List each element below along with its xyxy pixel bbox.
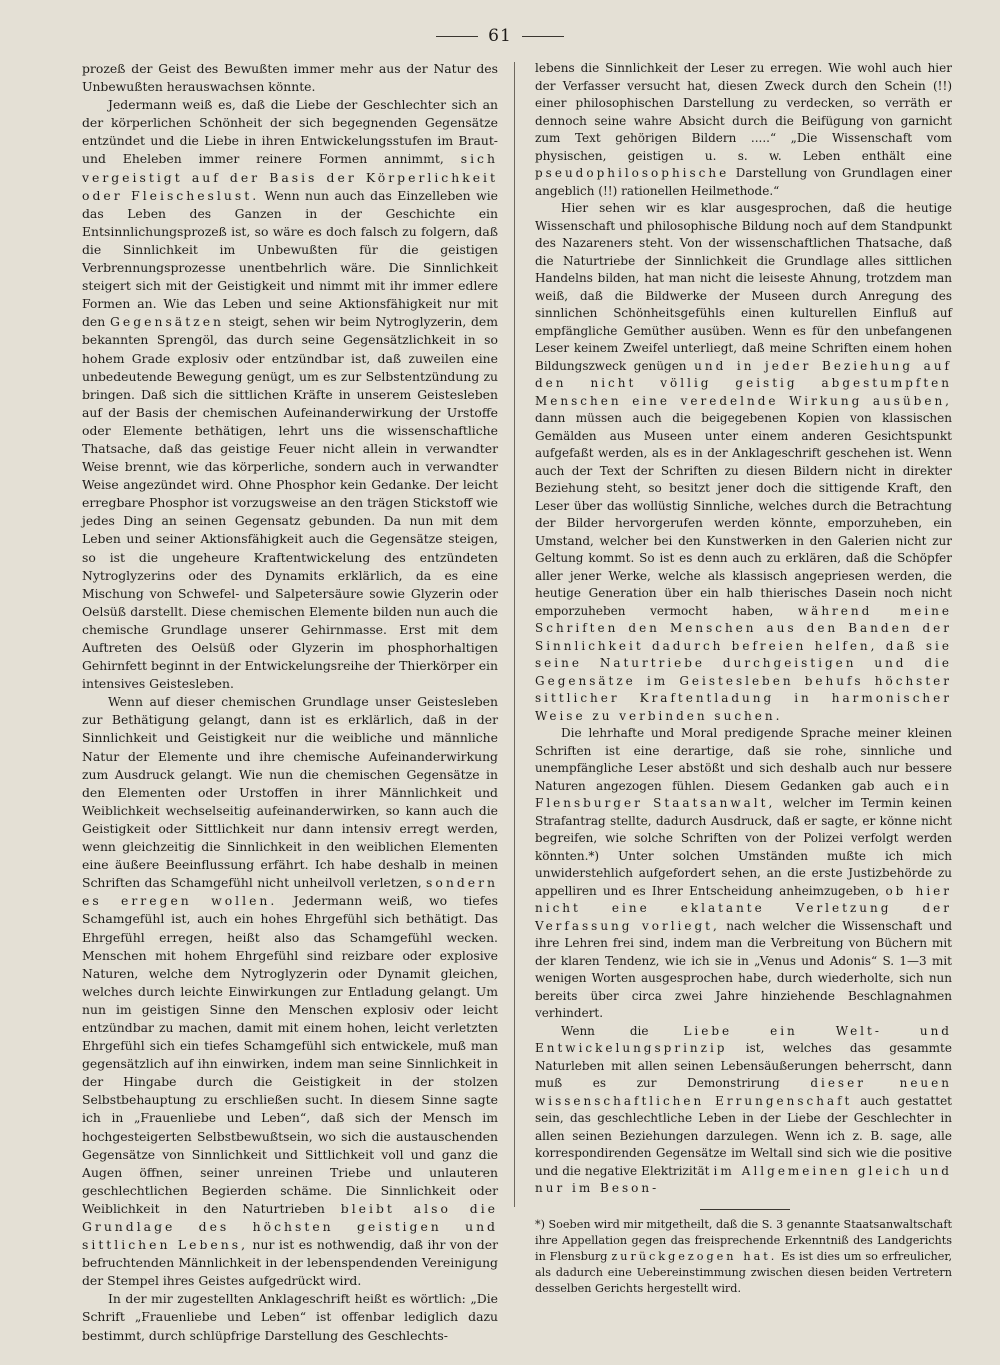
spaced-emphasis: dieser neuen wissenschaftlichen Errungenschaft [535, 1076, 952, 1108]
text-run: Wenn die [561, 1023, 649, 1038]
spaced-emphasis: pseudophilosophische [535, 166, 730, 180]
page-number-rule-right [522, 36, 564, 37]
spaced-emphasis: ob hier nicht eine eklatante Verletzung der Verfassung vorliegt, [535, 883, 952, 933]
paragraph [535, 60, 952, 200]
spaced-emphasis: während meine Schriften den Menschen aus den Banden der Sinnlichkeit dadurch befreien helfen, daß sie seine Naturtriebe durchgeistigen und die Gegensätze im Geistesleben behufs höchster sittlicher Kraftentladung in harmonischer Weise zu verbinden suchen. [535, 603, 952, 723]
page-number-rule-left [436, 36, 478, 37]
text-run: Darstellung von Grundlagen einer angeblich (!!) rationellen Heilmethode.“ [535, 166, 952, 198]
text-run: Wenn nun auch das Einzelleben wie das Leben des Ganzen in der Geschichte ein Entsinnlichungsprozeß ist, so wäre es doch falsch zu folgern, daß die Sinnlichkeit im Unbewußten für die geistigen Verbrennungsprozesse unentbehrlich wäre. Die Sinnlichkeit steigert sich mit der Geistigkeit und nimmt mit ihr immer edlere Formen an. Wie das Leben und seine Aktionsfähigkeit nur mit den [82, 187, 498, 330]
footnote-rule [700, 1209, 790, 1210]
text-run: nach welcher die Wissenschaft und ihre Lehren frei sind, indem man die Verbreitung von Büchern mit der klaren Tendenz, wie ich sie in „Venus und Adonis“ S. 1—3 mit wenigen Worten ausgesprochen habe, durch wiederholte, sich nun bereits über circa zwei Jahre hinziehende Beschlagnahmen verhindert. [535, 918, 952, 1020]
text-run: Jedermann weiß, wo tiefes Schamgefühl ist, auch ein hohes Ehrgefühl sich bethätigt. Das Ehrgefühl erregen, heißt also das Schamgefühl wecken. Menschen mit hohem Ehrgefühl sind reizbare oder explosive Naturen, welche dem Nytroglyzerin oder Dynamit gleichen, welches durch leichte Einwirkungen zur Entladung gelangt. Um nun im geistigen Sinne den Menschen explosiv oder leicht entzündbar zu machen, damit mit einem hohen, leicht verletzten Ehrgefühl sich ein tiefes Schamgefühl sich entwickele, muß man gegensätzlich auf ihn einwirken, indem man seine Sinnlichkeit in der Hingabe durch die Geistigkeit in der stolzen Selbstbehauptung zu erschließen sucht. In diesem Sinne sagte ich in „Frauenliebe und Leben“, daß sich der Mensch im hochgesteigerten Selbstbewußtsein, wo sich die austauschenden Gegensätze von Sinnlichkeit und Sittlichkeit voll und ganz die Augen öffnen, seiner unreinen Triebe und unlauteren geschlechtlichen Begierden schäme. Die Sinnlichkeit oder Weiblichkeit in den Naturtrieben [82, 893, 498, 1216]
text-run: steigt, sehen wir beim Nytroglyzerin, dem bekannten Sprengöl, das durch seine Gegensätzlichkeit in so hohem Grade explosiv oder entzündbar ist, daß zuweilen eine unbedeutende Bewegung genügt, um es zur Selbstentzündung zu bringen. Daß sich die sittlichen Kräfte in unserem Geistesleben auf der Basis der chemischen Aufeinanderwirkung der Urstoffe oder Elemente bethätigen, lehrt uns die wissenschaftliche Thatsache, daß das geistige Feuer nicht allein in verwandter Weise brennt, wie das körperliche, sondern auch in verwandter Weise angezündet wird. Ohne Phosphor kein Gedanke. Der leicht erregbare Phosphor ist vorzugsweise an den trägen Stickstoff wie jedes Ding an seinen Gegensatz gebunden. Da nun mit dem Leben und seiner Aktionsfähigkeit auch die Gegensätze steigen, so ist die ungeheure Kraftentwickelung des entzündeten Nytroglyzerins oder des Dynamits erklärlich, da es eine Mischung von Schwefel- und Salpetersäure sowie Glyzerin oder Oelsüß darstellt. Diese chemischen Elemente bilden nun auch die chemische Grundlage unserer Gehirnmasse. Erst mit dem Auftreten des Oelsüß oder Glyzerin im phosphorhaltigen Gehirnfett beginnt in der Entwickelungsreihe der Thierkörper ein intensives Geistesleben. [82, 314, 498, 692]
text-run: Die lehrhafte und Moral predigende Sprache meiner kleinen Schriften ist eine derartige, daß sie rohe, sinnliche und unempfängliche Leser abstößt und sich deshalb auch nur bessere Naturen angezogen fühlen. Diesem Gedanken gab auch [535, 726, 952, 793]
paragraph [535, 200, 952, 725]
spaced-emphasis: zurückgezogen hat. [611, 1250, 778, 1263]
footnote [535, 1217, 952, 1297]
spaced-emphasis: Gegensätzen [109, 314, 225, 330]
left-column [82, 60, 498, 1345]
page-number [0, 26, 1000, 46]
text-run: ist, welches das gesammte Naturleben mit allen seinen Lebensäußerungen beherrscht, dann muß es zur Demonstrirung [535, 1041, 952, 1090]
text-run: Jedermann weiß es, daß die Liebe der Geschlechter sich an der körperlichen Schönheit der sich begegnenden Gegensätze entzündet und die Liebe in ihren Entwickelungsstufen im Braut- und Eheleben immer reinere Formen annimmt, [82, 97, 498, 167]
spaced-emphasis: sich vergeistigt auf der Basis der Körperlichkeit oder Fleischeslust. [82, 151, 498, 203]
text-run: Hier sehen wir es klar ausgesprochen, daß die heutige Wissenschaft und philosophische Bildung noch auf dem Standpunkt des Nazareners steht. Von der wissenschaftlichen Thatsache, daß die Naturtriebe der Sinnlichkeit die Grundlage alles sittlichen Handelns bilden, hat man nicht die leiseste Ahnung, trotzdem man weiß, daß die Bildwerke der Museen durch Anregung des sinnlichen Schönheitsgefühls einen kulturellen Einfluß auf empfängliche Gemüther ausüben. Wenn es für den unbefangenen Leser keinem Zweifel unterliegt, daß meine Schriften einem hohen Bildungszweck genügen [535, 201, 952, 373]
paragraph [82, 96, 498, 693]
paragraph [535, 725, 952, 1023]
text-run: Es ist dies um so erfreulicher, als dadurch eine Uebereinstimmung zwischen diesen beiden Vertretern desselben Gerichts hergestellt wird. [535, 1250, 952, 1295]
text-run: auch gestattet sein, das geschlechtliche Leben in der Liebe der Geschlechter in allen seinen Beziehungen darzulegen. Wenn ich z. B. sage, alle korrespondirenden Gegensätze im Weltall sind sich wie die positive und die negative Elektrizität [535, 1093, 952, 1178]
paragraph: In der mir zugestellten Anklageschrift heißt es wörtlich: „Die Schrift „Frauenliebe und Leben“ ist offenbar lediglich dazu bestimmt, durch schlüpfrige Darstellung des Geschlechts- [82, 1291, 498, 1343]
text-run: Wenn auf dieser chemischen Grundlage unser Geistesleben zur Bethätigung gelangt, dann ist es erklärlich, daß in der Sinnlichkeit und Geistigkeit nur die weibliche und männliche Natur der Elemente und ihre chemische Aufeinanderwirkung zum Ausdruck gelangt. Wie nun die chemischen Gegensätze in den Elementen oder Urstoffen in ihrer Männlichkeit und Weiblichkeit wechselseitig aufeinanderwirken, so kann auch die Geistigkeit oder Sittlichkeit nur dann intensiv erregt werden, wenn gleichzeitig die Sinnlichkeit in den weiblichen Elementen eine äußere Beeinflussung erfährt. Ich habe deshalb in meinen Schriften das Schamgefühl nicht unheilvoll verletzen, [82, 694, 498, 891]
spaced-emphasis: und in jeder Beziehung auf den nicht völlig geistig abgestumpften Menschen eine veredelnde Wirkung ausüben, [535, 358, 952, 408]
spaced-emphasis: bleibt also die Grundlage des höchsten geistigen und sittlichen Lebens, [82, 1200, 498, 1253]
text-run: lebens die Sinnlichkeit der Leser zu erregen. Wie wohl auch hier der Verfasser versucht hat, diesen Zweck durch den Schein (!!) einer philosophischen Darstellung zu verdecken, so verräth er dennoch seine wahre Absicht durch die Beifügung von garnicht zum Text gehörigen Bildern .....“ „Die Wissenschaft vom physischen, geistigen u. s. w. Leben enthält eine [535, 61, 952, 163]
text-run: welcher im Termin keinen Strafantrag stellte, dadurch Ausdruck, daß er sagte, er könne nicht begreifen, wie solche Schriften von der Polizei verfolgt werden könnten.*) Unter solchen Umständen mußte ich mich unwiderstehlich aufgefordert sehen, an die erste Justizbehörde zu appelliren und es Ihrer Entscheidung anheimzugeben, [535, 796, 952, 898]
spaced-emphasis: Liebe ein Welt- und Entwickelungsprinzip [535, 1023, 952, 1055]
paragraph [82, 693, 498, 1290]
spaced-emphasis: ein Flensburger Staatsanwalt, [535, 778, 952, 810]
text-run: dann müssen auch die beigegebenen Kopien von klassischen Gemälden aus Museen unter einem anderen Gesichtspunkt aufgefaßt werden, als es in der Anklageschrift geschehen ist. Wenn auch der Text der Schriften zu diesen Bildern nicht in direkter Beziehung steht, so besitzt jener doch die sittigende Kraft, den Leser über das wollüstig Sinnliche, welches durch die Betrachtung der Bilder hervorgerufen werden könnte, emporzuheben, ein Umstand, welcher bei den Kunstwerken in den Galerien nicht zur Geltung kommt. So ist es denn auch zu erklären, daß die Schöpfer aller jener Werke, welche als klassisch angepriesen werden, die heutige Generation über ein halb thierisches Dasein noch nicht emporzuheben vermocht haben, [535, 411, 952, 618]
right-column [535, 60, 952, 1198]
spaced-emphasis: sondern es erregen wollen. [82, 875, 498, 909]
paragraph: prozeß der Geist des Bewußten immer mehr aus der Natur des Unbewußten herauswachsen könnte. [82, 61, 498, 95]
spaced-emphasis: im Allgemeinen gleich und nur im Beson- [535, 1163, 952, 1195]
column-divider [514, 62, 515, 1207]
text-run: nur ist es nothwendig, daß ihr von der befruchtenden Männlichkeit in der lebenspendenden Vereinigung der Stempel ihres Geistes aufgedrückt wird. [82, 1237, 498, 1289]
page-number-text: 61 [488, 26, 512, 46]
text-run: *) Soeben wird mir mitgetheilt, daß die S. 3 genannte Staatsanwaltschaft ihre Appellation gegen das freisprechende Erkenntniß des Landgerichts in Flensburg [535, 1218, 952, 1263]
paragraph [535, 1023, 952, 1198]
